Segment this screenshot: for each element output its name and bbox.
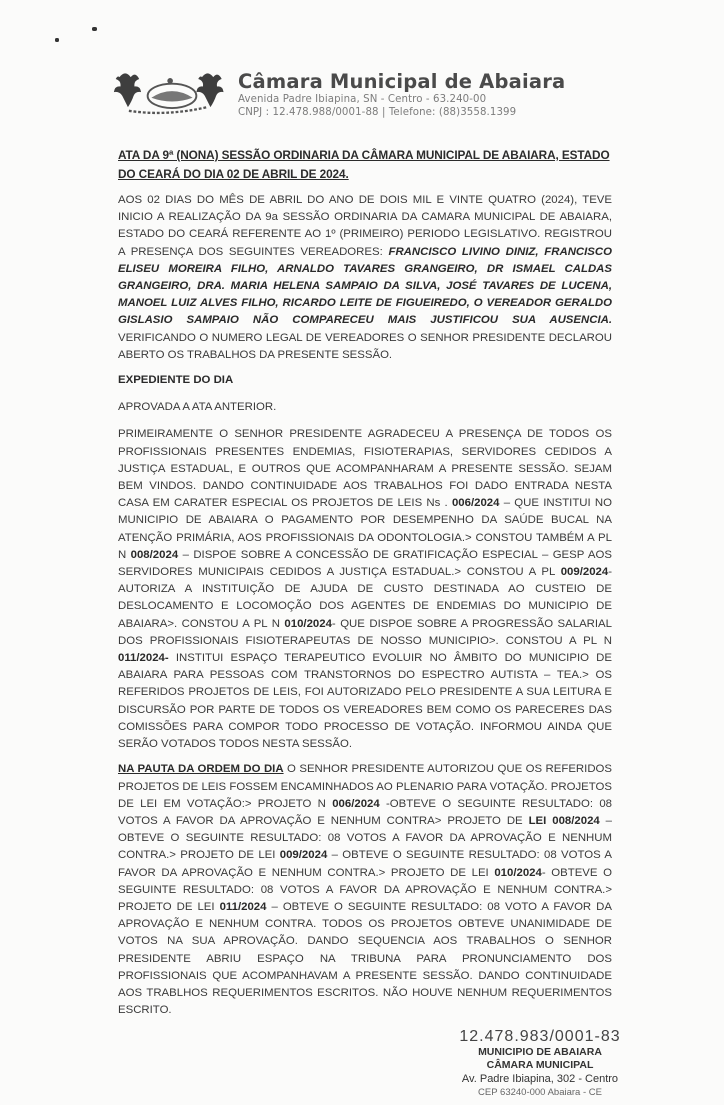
bill-number: 010/2024 bbox=[284, 617, 332, 630]
bill-number: 006/2024 bbox=[332, 797, 380, 810]
bill-number: LEI 008/2024 bbox=[528, 814, 600, 827]
stamp-municipality: MUNICIPIO DE ABAIARA bbox=[478, 1046, 602, 1059]
section-heading: EXPEDIENTE DO DIA bbox=[118, 374, 234, 387]
letterhead bbox=[112, 0, 652, 126]
attendance-closing: VERIFICANDO O NUMERO LEGAL DE VEREADORES O SENHOR PRESIDENTE DECLAROU ABERTO OS TRABALHOS DA PRESENTE SESSÃO. bbox=[118, 331, 612, 361]
stamp-chamber: CÂMARA MUNICIPAL bbox=[486, 1059, 594, 1072]
document-body bbox=[118, 146, 612, 1019]
letterhead-address: Avenida Padre Ibiapina, SN - Centro - 63.240-00 bbox=[238, 94, 487, 105]
official-stamp bbox=[440, 1027, 640, 1105]
attendance-names: FRANCISCO LIVINO DINIZ, FRANCISCO ELISEU MOREIRA FILHO, ARNALDO TAVARES GRANGEIRO, DR ISMAEL CALDAS GRANGEIRO, DRA. MARIA HELENA SAMPAIO DA SILVA, JOSÉ TAVARES DE LUCENA, MANOEL LUIZ ALVES FILHO, RICARDO LEITE DE FIGUEIREDO, O VEREADOR GERALDO GISLASIO SAMPAIO NÃO COMPARECEU MAIS JUSTIFICOU SUA AUSENCIA. bbox=[118, 245, 612, 327]
stamp-address: Av. Padre Ibiapina, 302 - Centro bbox=[461, 1073, 619, 1086]
municipal-logo-icon bbox=[112, 66, 232, 120]
document-title: ATA DA 9ª (NONA) SESSÃO ORDINARIA DA CÂMARA MUNICIPAL DE ABAIARA, ESTADO DO CEARÁ DO DIA 02 DE ABRIL DE 2024. bbox=[118, 148, 610, 181]
text: – OBTEVE O SEGUINTE RESULTADO: 08 VOTOS A FAVOR DA APROVAÇÃO E NENHUM CONTRA.> PROJETO DE LEI bbox=[118, 849, 612, 879]
text: O SENHOR PRESIDENTE AUTORIZOU QUE OS REFERIDOS PROJETOS DE LEIS FOSSEM ENCAMINHADOS AO PLENARIO PARA VOTAÇÃO. PROJETOS DE LEI EM VOTAÇÃO:> PROJETO N bbox=[118, 763, 612, 810]
text: -OBTEVE O SEGUINTE RESULTADO: 08 VOTOS A FAVOR DA APROVAÇÃO E NENHUM CONTRA> PROJETO DE bbox=[118, 797, 612, 827]
bill-number: 008/2024 bbox=[130, 548, 179, 561]
text: INSTITUI ESPAÇO TERAPEUTICO EVOLUIR NO ÂMBITO DO MUNICIPIO DE ABAIARA PARA PESSOAS COM TRANSTORNOS DO ESPECTRO AUTISTA – TEA.> OS REFERIDOS PROJETOS DE LEIS, FOI AUTORIZADO PELO PRESIDENTE A SUA LEITURA E DISCURSÃO POR PARTE DE TODOS OS VEREADORES BEM COMO OS PARECERES DAS COMISSÕES PARA COMPOR TODO PROCESSO DE VOTAÇÃO. INFORMOU AINDA QUE SERÃO VOTADOS TODOS NESTA SESSÃO. bbox=[118, 652, 612, 751]
text: PRIMEIRAMENTE O SENHOR PRESIDENTE AGRADECEU A PRESENÇA DE TODOS OS PROFISSIONAIS PRESENTES ENDEMIAS, FISIOTERAPIAS, SERVIDORES CEDIDOS A JUSTIÇA ESTADUAL, E OUTROS QUE ACOMPANHARAM A PRESENTE SESSÃO. SEJAM BEM VINDOS. DANDO CONTINUIDADE AOS TRABALHOS FOI DADO ENTRADA NESTA CASA EM CARATER ESPECIAL OS PROJETOS DE LEIS Ns . bbox=[118, 428, 612, 510]
letterhead-text bbox=[238, 71, 652, 119]
letterhead-title: Câmara Municipal de Abaiara bbox=[238, 70, 566, 93]
text: - OBTEVE O SEGUINTE RESULTADO: 08 VOTOS A FAVOR DA APROVAÇÃO E NENHUM CONTRA.> PROJETO DE LEI bbox=[118, 866, 612, 913]
bill-number: 011/2024 bbox=[219, 900, 267, 913]
bill-number: 009/2024 bbox=[279, 849, 328, 862]
text: - QUE DISPOE SOBRE A PROGRESSÃO SALARIAL DOS PROFISSIONAIS FISIOTERAPEUTAS DE NOSSO MUNICIPIO>. CONSTOU A PL N bbox=[118, 617, 612, 647]
text: – OBTEVE O SEGUINTE RESULTADO: 08 VOTO A FAVOR DA APROVAÇÃO E NENHUM CONTRA. TODOS OS PROJETOS OBTEVE UNANIMIDADE DE VOTOS NA SUA APROVAÇÃO. DANDO SEQUENCIA AOS TRABALHOS O SENHOR PRESIDENTE ABRIU ESPAÇO NA TRIBUNA PARA PRONUNCIAMENTO DOS PROFISSIONAIS QUE ACOMPANHAVAM A PRESENTE SESSÃO. DANDO CONTINUIDADE AOS TRABLHOS REQUERIMENTOS ESCRITOS. NÃO HOUVE NENHUM REQUERIMENTOS ESCRITO. bbox=[118, 900, 612, 1017]
text: – OBTEVE O SEGUINTE RESULTADO: 08 VOTOS A FAVOR DA APROVAÇÃO E NENHUM CONTRA.> PROJETO DE LEI bbox=[118, 814, 613, 862]
paragraph-bills bbox=[118, 426, 612, 753]
agenda-heading: NA PAUTA DA ORDEM DO DIA bbox=[118, 763, 284, 776]
bill-number: 010/2024 bbox=[494, 866, 542, 879]
paragraph-attendance bbox=[118, 192, 612, 364]
stamp-cnpj: 12.478.983/0001-83 bbox=[459, 1028, 621, 1046]
attendance-intro: AOS 02 DIAS DO MÊS DE ABRIL DO ANO DE DOIS MIL E VINTE QUATRO (2024), TEVE INICIO A REALIZAÇÃO DA 9a SESSÃO ORDINARIA DA CAMARA MUNICIPAL DE ABAIARA, ESTADO DO CEARÁ REFERENTE AO 1º (PRIMEIRO) PERIODO LEGISLATIVO. REGISTROU A PRESENÇA DOS SEGUINTES VEREADORES: bbox=[118, 194, 612, 258]
stamp-cep: CEP 63240-000 Abaiara - CE bbox=[478, 1087, 602, 1099]
paragraph-voting bbox=[118, 761, 612, 1019]
letterhead-contact: CNPJ : 12.478.988/0001-88 | Telefone: (88)3558.1399 bbox=[238, 107, 517, 118]
text: - AUTORIZA A INSTITUIÇÃO DE AJUDA DE CUSTO DESTINADA AO CUSTEIO DE DESLOCAMENTO E LOCOMOÇÃO DOS AGENTES DE ENDEMIAS DO MUNICIPIO DE ABAIARA>. CONSTOU A PL N bbox=[118, 566, 612, 630]
bill-number: 009/2024 bbox=[560, 566, 609, 579]
approved-minutes: APROVADA A ATA ANTERIOR. bbox=[118, 401, 277, 414]
text: – QUE INSTITUI NO MUNICIPIO DE ABAIARA O PAGAMENTO POR DESEMPENHO DA SAÚDE BUCAL NA ATENÇÃO PRIMÁRIA, AOS PROFISSIONAIS DA ODONTOLOGIA.> CONSTOU TAMBÉM A PL N bbox=[118, 497, 612, 561]
bill-number: 011/2024- bbox=[118, 652, 169, 665]
text: – DISPOE SOBRE A CONCESSÃO DE GRATIFICAÇÃO ESPECIAL – GESP AOS SERVIDORES MUNICIPAIS CEDIDOS A JUSTIÇA ESTADUAL.> CONSTOU A PL bbox=[118, 548, 612, 579]
bill-number: 006/2024 bbox=[451, 497, 500, 510]
